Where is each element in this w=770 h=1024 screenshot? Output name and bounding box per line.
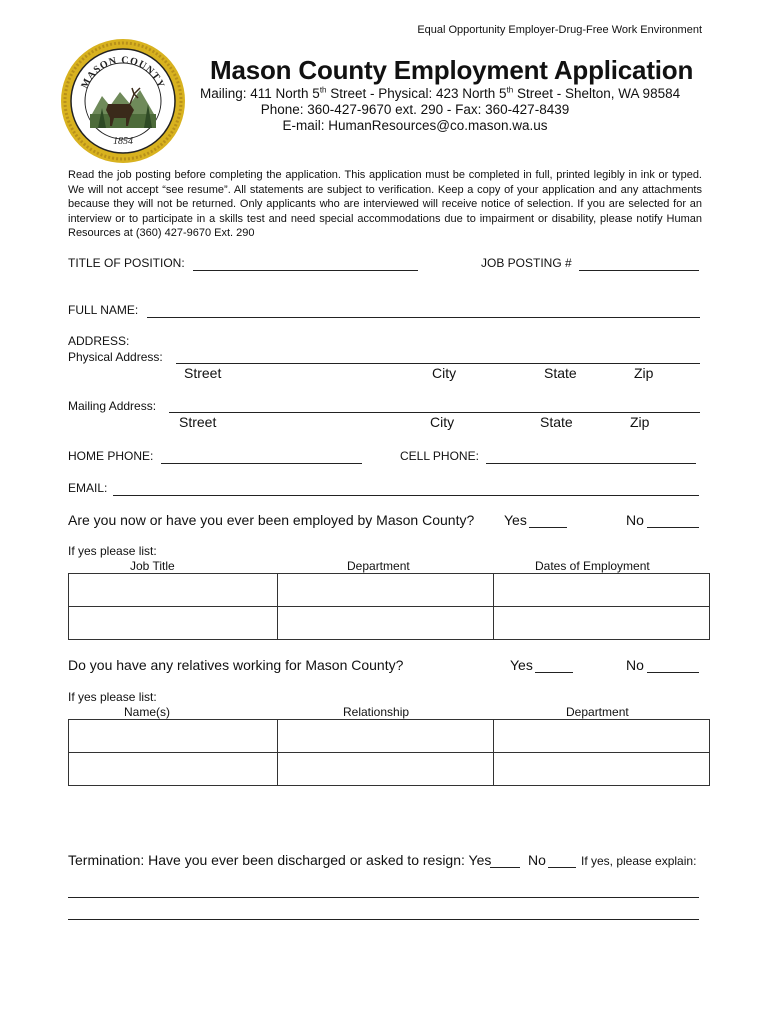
- employment-question: Are you now or have you ever been employed by Mason County?: [68, 512, 475, 528]
- table-cell[interactable]: [69, 574, 278, 607]
- mailing-street-caption: Street: [179, 414, 217, 430]
- physical-zip-caption: Zip: [634, 365, 654, 381]
- employment-history-table: [68, 573, 710, 640]
- job-posting-field[interactable]: [579, 270, 699, 271]
- relatives-yes-field[interactable]: [535, 672, 573, 673]
- employment-yes-label: Yes: [504, 512, 527, 528]
- mason-county-seal: [60, 38, 186, 164]
- termination-no-field[interactable]: [548, 867, 576, 868]
- table-row: [69, 753, 710, 786]
- table-cell[interactable]: [69, 720, 278, 753]
- physical-address-field[interactable]: [176, 363, 700, 364]
- title-of-position-label: TITLE OF POSITION:: [68, 256, 185, 270]
- relatives-yes-label: Yes: [510, 657, 533, 673]
- tagline: Equal Opportunity Employer-Drug-Free Work Environment: [417, 24, 702, 36]
- physical-street-caption: Street: [184, 365, 222, 381]
- table-cell[interactable]: [494, 574, 710, 607]
- table-row: [69, 607, 710, 640]
- table-row: [69, 574, 710, 607]
- relatives-no-label: No: [626, 657, 644, 673]
- employment-yes-field[interactable]: [529, 527, 567, 528]
- instructions-paragraph: Read the job posting before completing the application. This application must be completed in full, printed legibly in ink or typed. We will not accept “see resume”. All statements are subject to verification. Keep a copy of your application and any attachments because they will not be returned. Only applicants who are interviewed will receive notice of selection. If you are selected for an interview or to participate in a skills test and need special accommodations due to impairment or disability, please notify Human Resources at (360) 427-9670 Ext. 290: [68, 169, 702, 240]
- cell-phone-label: CELL PHONE:: [400, 449, 479, 463]
- email-line: E-mail: HumanResources@co.mason.wa.us: [282, 118, 548, 133]
- termination-question: Termination: Have you ever been discharged or asked to resign: Yes: [68, 852, 492, 868]
- email-label: EMAIL:: [68, 481, 108, 495]
- employment-no-label: No: [626, 512, 644, 528]
- full-name-field[interactable]: [147, 317, 700, 318]
- cell-phone-field[interactable]: [486, 463, 696, 464]
- table-cell[interactable]: [278, 607, 494, 640]
- table-cell[interactable]: [278, 753, 494, 786]
- relatives-no-field[interactable]: [647, 672, 699, 673]
- column-header-job-title: Job Title: [130, 559, 175, 573]
- physical-address-label: Physical Address:: [68, 350, 163, 364]
- termination-yes-field[interactable]: [490, 867, 520, 868]
- mailing-address-field[interactable]: [169, 412, 700, 413]
- full-name-label: FULL NAME:: [68, 303, 139, 317]
- table-cell[interactable]: [494, 753, 710, 786]
- seal-text: MASON COUNTY: [79, 54, 167, 91]
- relatives-question: Do you have any relatives working for Mason County?: [68, 657, 404, 673]
- mailing-address-line: Mailing: 411 North 5th Street - Physical: 423 North 5th Street - Shelton, WA 98584: [200, 85, 681, 101]
- phone-line: Phone: 360-427-9670 ext. 290 - Fax: 360-427-8439: [260, 102, 570, 117]
- table-cell[interactable]: [278, 720, 494, 753]
- table-cell[interactable]: [494, 720, 710, 753]
- table-cell[interactable]: [278, 574, 494, 607]
- column-header-department-relatives: Department: [566, 705, 629, 719]
- explanation-line-1[interactable]: [68, 897, 699, 898]
- relatives-if-yes-label: If yes please list:: [68, 690, 157, 704]
- employment-if-yes-label: If yes please list:: [68, 544, 157, 558]
- employment-no-field[interactable]: [647, 527, 699, 528]
- table-cell[interactable]: [69, 753, 278, 786]
- table-cell[interactable]: [69, 607, 278, 640]
- termination-no-label: No: [528, 852, 546, 868]
- page-title: Mason County Employment Application: [210, 55, 694, 85]
- column-header-names: Name(s): [124, 705, 171, 719]
- column-header-department: Department: [347, 559, 410, 573]
- termination-explain-label: If yes, please explain:: [581, 854, 697, 868]
- explanation-line-2[interactable]: [68, 919, 699, 920]
- job-posting-label: JOB POSTING #: [481, 256, 572, 270]
- home-phone-label: HOME PHONE:: [68, 449, 154, 463]
- relatives-table: [68, 719, 710, 786]
- title-of-position-field[interactable]: [193, 270, 418, 271]
- mailing-zip-caption: Zip: [630, 414, 650, 430]
- mailing-address-label: Mailing Address:: [68, 399, 157, 413]
- email-field[interactable]: [113, 495, 699, 496]
- column-header-relationship: Relationship: [343, 705, 410, 719]
- column-header-dates-of-employment: Dates of Employment: [535, 559, 650, 573]
- physical-city-caption: City: [432, 365, 457, 381]
- address-label: ADDRESS:: [68, 334, 130, 348]
- physical-state-caption: State: [544, 365, 577, 381]
- mailing-city-caption: City: [430, 414, 455, 430]
- table-row: [69, 720, 710, 753]
- home-phone-field[interactable]: [161, 463, 362, 464]
- seal-year: 1854: [113, 136, 133, 147]
- mailing-state-caption: State: [540, 414, 573, 430]
- table-cell[interactable]: [494, 607, 710, 640]
